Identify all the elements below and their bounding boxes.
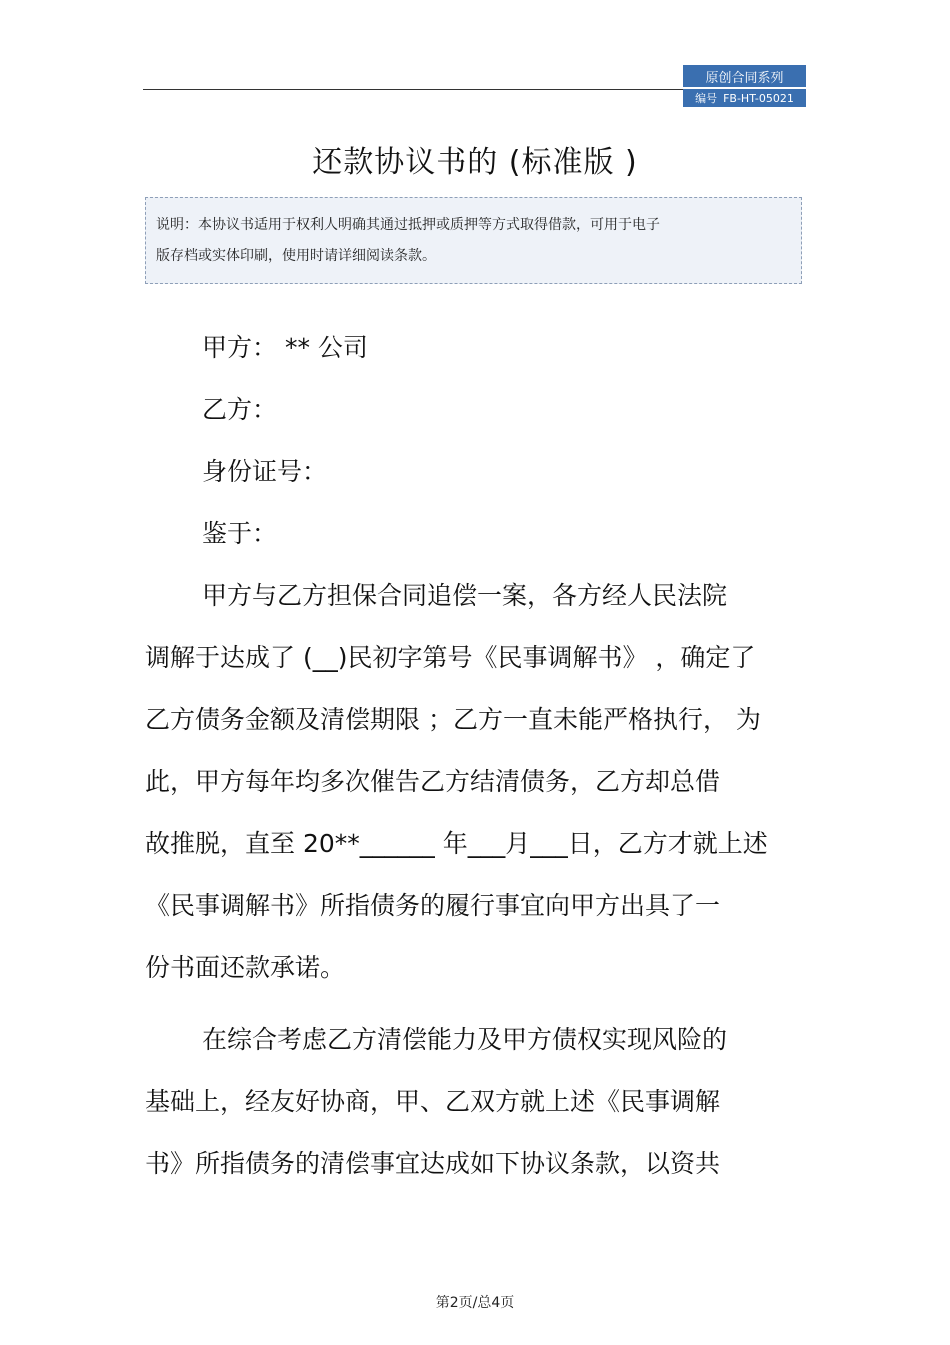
paragraph-line: 甲方与乙方担保合同追偿一案，各方经人民法院 <box>202 581 728 610</box>
header-rule <box>143 89 683 90</box>
whereas-heading: 鉴于： <box>202 519 278 548</box>
id-number-field: 身份证号： <box>202 457 328 486</box>
paragraph-line: 在综合考虑乙方清偿能力及甲方债权实现风险的 <box>202 1025 728 1054</box>
note-line: 版存档或实体印刷，使用时请详细阅读条款。 <box>156 248 436 264</box>
agreement-body <box>145 317 805 1195</box>
code-label: 编号 <box>695 92 718 105</box>
paragraph-line: 此，甲方每年均多次催告乙方结清债务，乙方却总借 <box>145 767 721 796</box>
paragraph-line: 乙方债务金额及清偿期限 ；乙方一直未能严格执行， 为 <box>145 705 761 734</box>
document-title: 还款协议书的 (标准版 ) <box>312 145 638 180</box>
code-value: FB-HT-05021 <box>723 91 794 105</box>
paragraph-line: 书》所指债务的清偿事宜达成如下协议条款，以资共 <box>145 1149 721 1178</box>
document-code <box>683 89 806 107</box>
party-a-field: 甲方： ** 公司 <box>202 333 368 362</box>
party-b-field: 乙方： <box>202 395 278 424</box>
paragraph-line: 份书面还款承诺。 <box>145 953 346 982</box>
paragraph-line: 《民事调解书》所指债务的履行事宜向甲方出具了一 <box>145 891 721 920</box>
usage-note <box>145 197 802 284</box>
paragraph-line: 调解于达成了 (__)民初字第号《民事调解书》 ，确定了 <box>145 643 756 672</box>
paragraph-gap <box>145 999 805 1009</box>
note-line: 说明：本协议书适用于权利人明确其通过抵押或质押等方式取得借款，可用于电子 <box>156 217 660 233</box>
series-label: 原创合同系列 <box>683 65 806 87</box>
paragraph-line: 基础上，经友好协商，甲、乙双方就上述《民事调解 <box>145 1087 721 1116</box>
page-indicator: 第2页/总4页 <box>435 1295 515 1311</box>
paragraph-line: 故推脱，直至 20**______ 年___月___日，乙方才就上述 <box>145 829 768 858</box>
